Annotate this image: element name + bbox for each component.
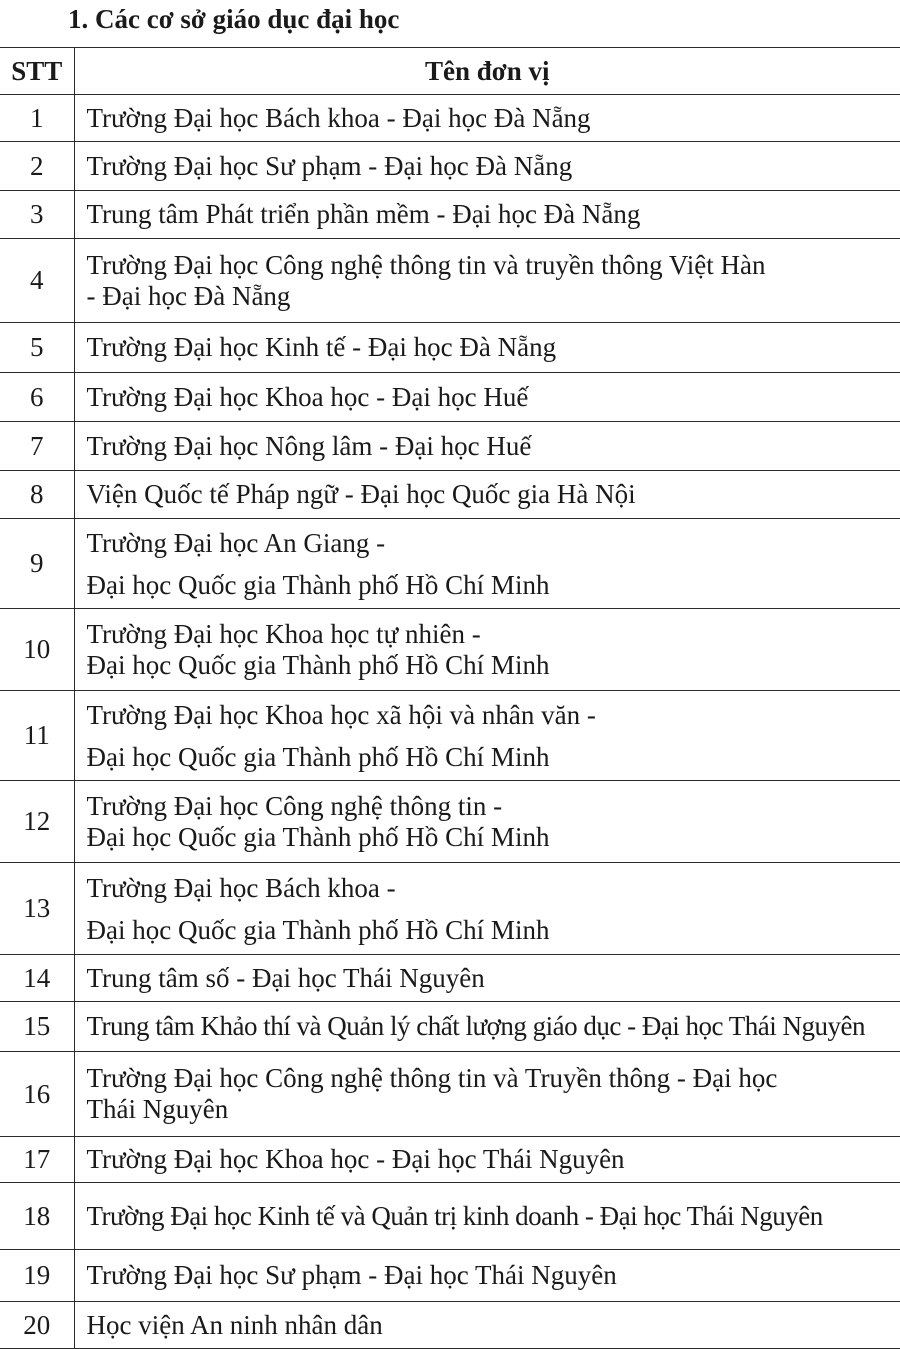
unit-name-line: Đại học Quốc gia Thành phố Hồ Chí Minh	[87, 650, 900, 681]
row-stt: 8	[0, 471, 74, 519]
row-stt: 7	[0, 422, 74, 471]
row-unit-name	[74, 239, 900, 323]
row-stt: 6	[0, 373, 74, 422]
table-row	[0, 1302, 900, 1349]
table-header-row	[0, 48, 900, 95]
row-stt: 1	[0, 95, 74, 142]
row-unit-name	[74, 1302, 900, 1349]
row-unit-name	[74, 471, 900, 519]
row-stt: 16	[0, 1052, 74, 1137]
unit-name-line: Đại học Quốc gia Thành phố Hồ Chí Minh	[87, 909, 900, 951]
unit-name-line: Đại học Quốc gia Thành phố Hồ Chí Minh	[87, 736, 900, 778]
table-row	[0, 1137, 900, 1183]
row-unit-name	[74, 1137, 900, 1183]
table-row	[0, 1183, 900, 1250]
row-unit-name	[74, 95, 900, 142]
row-unit-name	[74, 1052, 900, 1137]
row-unit-name	[74, 373, 900, 422]
row-unit-name	[74, 781, 900, 863]
row-unit-name	[74, 691, 900, 781]
unit-name-line: Trường Đại học Bách khoa -	[87, 867, 900, 909]
unit-name-line: Đại học Quốc gia Thành phố Hồ Chí Minh	[87, 822, 900, 853]
row-stt: 13	[0, 863, 74, 955]
unit-name-line: Trường Đại học Khoa học - Đại học Huế	[87, 382, 900, 413]
row-stt: 15	[0, 1002, 74, 1052]
table-row	[0, 1052, 900, 1137]
unit-name-line: Trường Đại học Kinh tế - Đại học Đà Nẵng	[87, 332, 900, 363]
unit-name-line: Trường Đại học Sư phạm - Đại học Đà Nẵng	[87, 151, 900, 182]
section-title: 1. Các cơ sở giáo dục đại học	[68, 0, 399, 40]
unit-name-line: Trường Đại học Công nghệ thông tin và Truyền thông - Đại học	[87, 1063, 900, 1094]
unit-name-line: Viện Quốc tế Pháp ngữ - Đại học Quốc gia Hà Nội	[87, 479, 900, 510]
unit-name-line: Thái Nguyên	[87, 1094, 900, 1125]
row-unit-name	[74, 519, 900, 609]
row-unit-name	[74, 955, 900, 1002]
table-row	[0, 1250, 900, 1302]
table-row	[0, 422, 900, 471]
row-unit-name	[74, 422, 900, 471]
row-stt: 3	[0, 191, 74, 239]
unit-name-line: Trường Đại học Khoa học - Đại học Thái Nguyên	[87, 1144, 900, 1175]
row-unit-name	[74, 1183, 900, 1250]
row-stt: 17	[0, 1137, 74, 1183]
row-unit-name	[74, 191, 900, 239]
table-row	[0, 519, 900, 609]
row-unit-name	[74, 1002, 900, 1052]
table-row	[0, 142, 900, 191]
row-stt: 10	[0, 609, 74, 691]
row-unit-name	[74, 323, 900, 373]
row-unit-name	[74, 142, 900, 191]
row-stt: 9	[0, 519, 74, 609]
table-row	[0, 471, 900, 519]
row-unit-name	[74, 1250, 900, 1302]
table-row	[0, 691, 900, 781]
table-row	[0, 239, 900, 323]
unit-name-line: Trường Đại học Kinh tế và Quản trị kinh doanh - Đại học Thái Nguyên	[87, 1201, 900, 1232]
units-table-body	[0, 95, 900, 1349]
unit-name-line: Trường Đại học Khoa học xã hội và nhân văn -	[87, 694, 900, 736]
row-stt: 14	[0, 955, 74, 1002]
row-stt: 5	[0, 323, 74, 373]
header-unit-name: Tên đơn vị	[74, 48, 900, 95]
row-stt: 12	[0, 781, 74, 863]
table-row	[0, 373, 900, 422]
table-row	[0, 1002, 900, 1052]
row-stt: 11	[0, 691, 74, 781]
table-row	[0, 609, 900, 691]
header-stt: STT	[0, 48, 74, 95]
unit-name-line: Trường Đại học Nông lâm - Đại học Huế	[87, 431, 900, 462]
table-row	[0, 781, 900, 863]
row-stt: 20	[0, 1302, 74, 1349]
unit-name-line: Trường Đại học Công nghệ thông tin -	[87, 791, 900, 822]
unit-name-line: Trường Đại học Khoa học tự nhiên -	[87, 619, 900, 650]
row-stt: 19	[0, 1250, 74, 1302]
row-unit-name	[74, 609, 900, 691]
unit-name-line: Trung tâm Phát triển phần mềm - Đại học Đà Nẵng	[87, 199, 900, 230]
unit-name-line: Trường Đại học Công nghệ thông tin và truyền thông Việt Hàn	[87, 250, 900, 281]
row-unit-name	[74, 863, 900, 955]
table-row	[0, 95, 900, 142]
table-row	[0, 863, 900, 955]
units-table	[0, 47, 900, 1349]
unit-name-line: Trung tâm Khảo thí và Quản lý chất lượng giáo dục - Đại học Thái Nguyên	[87, 1011, 900, 1042]
unit-name-line: - Đại học Đà Nẵng	[87, 281, 900, 312]
unit-name-line: Trường Đại học An Giang -	[87, 522, 900, 564]
unit-name-line: Đại học Quốc gia Thành phố Hồ Chí Minh	[87, 564, 900, 606]
unit-name-line: Học viện An ninh nhân dân	[87, 1310, 900, 1341]
row-stt: 2	[0, 142, 74, 191]
unit-name-line: Trường Đại học Bách khoa - Đại học Đà Nẵng	[87, 103, 900, 134]
unit-name-line: Trường Đại học Sư phạm - Đại học Thái Nguyên	[87, 1260, 900, 1291]
table-row	[0, 955, 900, 1002]
unit-name-line: Trung tâm số - Đại học Thái Nguyên	[87, 963, 900, 994]
table-row	[0, 323, 900, 373]
row-stt: 18	[0, 1183, 74, 1250]
row-stt: 4	[0, 239, 74, 323]
table-row	[0, 191, 900, 239]
